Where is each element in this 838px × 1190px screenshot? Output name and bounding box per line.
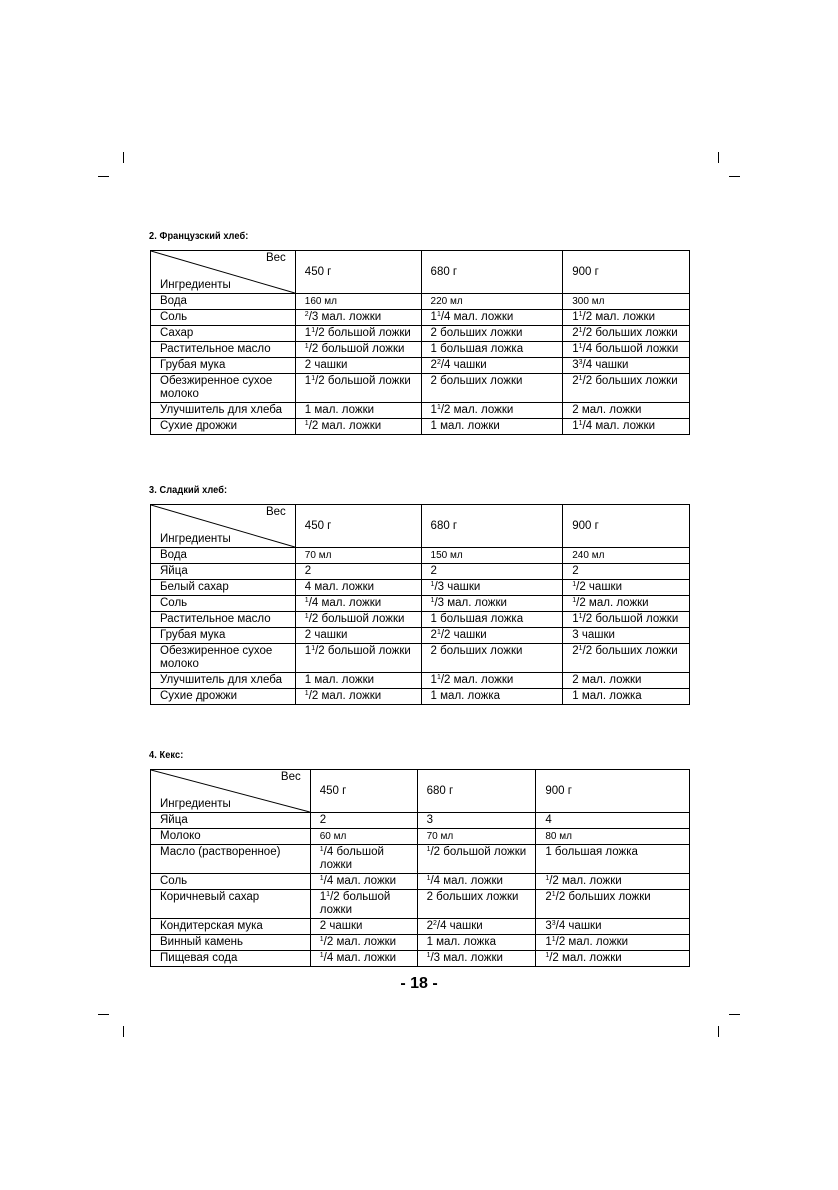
ingredient-amount: $2^1/2$ больших ложки [536,890,690,919]
ingredient-amount: 2 чашки [295,358,421,374]
weight-header-cell: 450 г [295,505,421,548]
table-row [151,628,690,644]
table-row [151,935,690,951]
ingredient-amount: 2 [421,564,563,580]
ingredient-name: Белый сахар [151,580,296,596]
ingredient-name: Растительное масло [151,612,296,628]
ingredients-label: Ингредиенты [160,279,231,291]
ingredient-name: Яйца [151,813,311,829]
crop-mark [98,176,109,177]
ingredient-amount: 2 больших ложки [417,890,536,919]
ingredient-amount: $1^1/4$ мал. ложки [421,310,563,326]
recipe-table-cake [150,769,690,967]
ingredient-name: Грубая мука [151,358,296,374]
ingredient-amount: $2^1/2$ больших ложки [563,326,690,342]
ingredient-amount: $1^1/2$ мал. ложки [421,403,563,419]
ingredient-name: Обезжиренное сухое молоко [151,644,296,673]
table-row [151,951,690,967]
table-row [151,564,690,580]
ingredient-name: Улучшитель для хлеба [151,403,296,419]
table-row [151,294,690,310]
diagonal-header-cell [151,770,311,813]
weight-header-cell: 900 г [563,251,690,294]
ingredient-amount: $^1$/2 мал. ложки [295,419,421,435]
ingredient-name: Грубая мука [151,628,296,644]
ingredient-amount: $2^1/2$ чашки [421,628,563,644]
ingredient-name: Соль [151,596,296,612]
table-row [151,919,690,935]
ingredient-amount: $1^1/2$ мал. ложки [536,935,690,951]
weight-header-cell: 680 г [417,770,536,813]
ingredient-amount: $^1$/2 большой ложки [295,612,421,628]
table-header-row [151,505,690,548]
table-row [151,342,690,358]
ingredient-amount: 2 больших ложки [421,374,563,403]
table-row [151,596,690,612]
table-row [151,689,690,705]
ingredient-amount: $1^1/4$ мал. ложки [563,419,690,435]
ingredient-name: Обезжиренное сухое молоко [151,374,296,403]
ingredient-name: Пищевая сода [151,951,311,967]
ingredient-amount: 2 [310,813,417,829]
ingredient-amount: 3 чашки [563,628,690,644]
ingredient-name: Соль [151,874,311,890]
table-row [151,845,690,874]
ingredient-amount: 1 мал. ложка [563,689,690,705]
ingredient-amount: 2 [295,564,421,580]
table-row [151,612,690,628]
ingredient-amount: $2^1/2$ больших ложки [563,644,690,673]
table-row [151,644,690,673]
ingredient-name: Сахар [151,326,296,342]
table-row [151,673,690,689]
ingredient-amount: 1 большая ложка [421,612,563,628]
ingredients-label: Ингредиенты [160,533,231,545]
table-row [151,548,690,564]
ingredient-amount: $^2$/3 мал. ложки [295,310,421,326]
weight-label: Вес [265,252,286,264]
ingredient-amount: $^1$/4 мал. ложки [310,874,417,890]
weight-header-cell: 450 г [310,770,417,813]
ingredient-name: Сухие дрожжи [151,689,296,705]
ingredient-amount: $1^1/2$ большой ложки [295,644,421,673]
ingredient-amount: $^1$/2 большой ложки [417,845,536,874]
ingredient-amount: 1 мал. ложка [421,689,563,705]
ingredient-amount: $^1$/3 мал. ложки [417,951,536,967]
crop-mark [123,1026,124,1037]
ingredient-amount: 220 мл [421,294,563,310]
ingredient-amount: $^1$/2 большой ложки [295,342,421,358]
ingredient-amount: 80 мл [536,829,690,845]
ingredient-amount: $^1$/2 мал. ложки [563,596,690,612]
crop-mark [98,1014,109,1015]
ingredient-amount: 2 [563,564,690,580]
ingredient-amount: 2 чашки [310,919,417,935]
ingredient-amount: $1^1/2$ большой ложки [295,326,421,342]
ingredient-amount: 1 мал. ложки [421,419,563,435]
ingredient-amount: 160 мл [295,294,421,310]
ingredient-amount: 2 мал. ложки [563,673,690,689]
diagonal-header-cell [151,505,296,548]
table-row [151,374,690,403]
table-row [151,358,690,374]
ingredient-amount: 70 мл [417,829,536,845]
crop-mark [729,1014,740,1015]
ingredient-amount: $1^1/2$ большой ложки [310,890,417,919]
table-header-row [151,251,690,294]
ingredient-name: Масло (растворенное) [151,845,311,874]
weight-header-cell: 680 г [421,251,563,294]
recipe-table-sweet [150,504,690,705]
ingredient-amount: $^1$/2 мал. ложки [310,935,417,951]
ingredient-amount: $3^3/4$ чашки [563,358,690,374]
ingredient-amount: $1^1/2$ мал. ложки [421,673,563,689]
ingredient-name: Вода [151,548,296,564]
section-title-french: 2. Французский хлеб: [149,231,249,242]
table-row [151,326,690,342]
ingredient-amount: $^1$/2 мал. ложки [295,689,421,705]
ingredient-amount: $^1$/2 чашки [563,580,690,596]
ingredient-amount: 150 мл [421,548,563,564]
ingredient-amount: $^1$/3 мал. ложки [421,596,563,612]
weight-label: Вес [280,771,301,783]
ingredient-amount: 70 мл [295,548,421,564]
ingredient-amount: 4 [536,813,690,829]
ingredient-name: Растительное масло [151,342,296,358]
crop-mark [718,152,719,163]
table-row [151,813,690,829]
ingredient-name: Кондитерская мука [151,919,311,935]
ingredient-amount: $1^1/2$ большой ложки [295,374,421,403]
section-title-cake: 4. Кекс: [149,750,184,761]
ingredient-amount: 2 чашки [295,628,421,644]
ingredient-amount: $2^1/2$ больших ложки [563,374,690,403]
section-title-sweet: 3. Сладкий хлеб: [149,485,228,496]
table-row [151,419,690,435]
ingredient-amount: $^1$/4 мал. ложки [295,596,421,612]
table-row [151,890,690,919]
ingredient-amount: 4 мал. ложки [295,580,421,596]
ingredient-amount: 2 больших ложки [421,326,563,342]
table-row [151,310,690,326]
ingredient-amount: $^1$/4 мал. ложки [417,874,536,890]
ingredient-amount: 1 мал. ложки [295,403,421,419]
ingredient-amount: 1 большая ложка [421,342,563,358]
crop-mark [123,152,124,163]
table-row [151,403,690,419]
ingredient-name: Соль [151,310,296,326]
ingredient-amount: $1^1/4$ большой ложки [563,342,690,358]
weight-header-cell: 900 г [536,770,690,813]
weight-header-cell: 680 г [421,505,563,548]
ingredient-amount: $^1$/4 мал. ложки [310,951,417,967]
ingredient-amount: $^1$/4 большой ложки [310,845,417,874]
ingredient-amount: $1^1/2$ большой ложки [563,612,690,628]
ingredient-amount: 1 мал. ложка [417,935,536,951]
ingredient-amount: $^1$/2 мал. ложки [536,874,690,890]
ingredients-label: Ингредиенты [160,798,231,810]
ingredient-name: Вода [151,294,296,310]
ingredient-amount: $1^1/2$ мал. ложки [563,310,690,326]
ingredient-amount: $^1$/2 мал. ложки [536,951,690,967]
weight-header-cell: 900 г [563,505,690,548]
table-row [151,580,690,596]
weight-label: Вес [265,506,286,518]
ingredient-amount: 60 мл [310,829,417,845]
ingredient-amount: 3 [417,813,536,829]
ingredient-amount: $^1$/3 чашки [421,580,563,596]
ingredient-amount: 300 мл [563,294,690,310]
diagonal-header-cell [151,251,296,294]
table-row [151,829,690,845]
ingredient-name: Улучшитель для хлеба [151,673,296,689]
ingredient-name: Коричневый сахар [151,890,311,919]
page-number: - 18 - [400,975,438,992]
ingredient-amount: 2 мал. ложки [563,403,690,419]
table-header-row [151,770,690,813]
table-row [151,874,690,890]
ingredient-amount: 2 больших ложки [421,644,563,673]
ingredient-amount: 240 мл [563,548,690,564]
ingredient-name: Яйца [151,564,296,580]
ingredient-amount: $3^3/4$ чашки [536,919,690,935]
weight-header-cell: 450 г [295,251,421,294]
ingredient-amount: 1 мал. ложки [295,673,421,689]
ingredient-amount: 1 большая ложка [536,845,690,874]
crop-mark [729,176,740,177]
recipe-table-french [150,250,690,435]
crop-mark [718,1026,719,1037]
ingredient-amount: $2^2/4$ чашки [421,358,563,374]
ingredient-amount: $2^2/4$ чашки [417,919,536,935]
ingredient-name: Винный камень [151,935,311,951]
ingredient-name: Молоко [151,829,311,845]
ingredient-name: Сухие дрожжи [151,419,296,435]
